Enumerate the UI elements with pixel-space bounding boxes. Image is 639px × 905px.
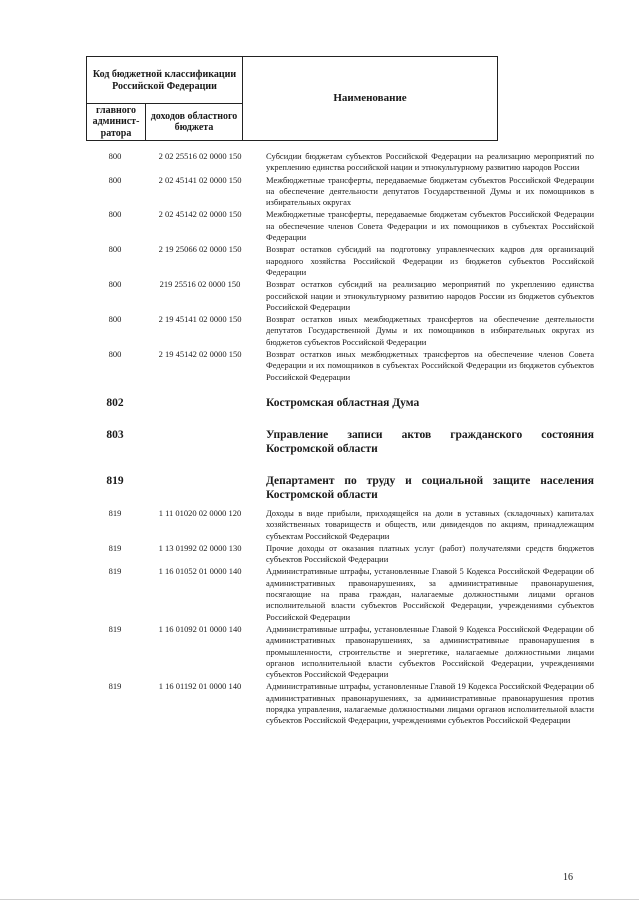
name-cell: Межбюджетные трансферты, передаваемые бюджетам субъектов Российской Федерации на обеспечение деятельности депутатов Государственной Думы и их помощников в избирательных округах <box>266 174 594 208</box>
income-header-label: доходов областного бюджета <box>150 110 238 133</box>
table-row <box>0 508 639 543</box>
table-header <box>86 56 498 141</box>
admin-cell: 800 <box>108 349 122 360</box>
kbk-header-label: Код бюджетной классификации Российской Федерации <box>92 69 237 92</box>
page-bottom-divider <box>0 899 639 900</box>
name-cell: Возврат остатков иных межбюджетных трансфертов на обеспечение деятельности депутатов Государственной Думы и их помощников в избирательных округах из бюджетов субъектов Российской Федерации <box>266 314 594 347</box>
admin-cell: 800 <box>108 209 122 220</box>
code-cell: 1 16 01092 01 0000 140 <box>158 623 242 634</box>
name-cell: Административные штрафы, установленные Главой 9 Кодекса Российской Федерации об административных правонарушениях, за административные правонарушения в промышленности, строительстве и энергетике, налагаемые должностными лицами органов исполнительной власти субъектов Российской Федерации, учреждениями субъектов Российской Федерации <box>266 623 594 680</box>
code-cell: 1 16 01192 01 0000 140 <box>158 681 242 692</box>
organization-row <box>0 462 639 508</box>
table-row <box>0 349 639 384</box>
admin-cell: 803 <box>106 428 124 441</box>
name-cell: Возврат остатков иных межбюджетных трансфертов на обеспечение членов Совета Федерации и их помощников в субъектах Российской Федерации из бюджетов субъектов Российской Федерации <box>266 349 594 382</box>
code-cell: 2 19 45142 02 0000 150 <box>158 349 242 360</box>
code-cell: 2 02 45141 02 0000 150 <box>158 174 242 185</box>
table-body <box>0 151 639 728</box>
admin-cell: 800 <box>108 314 122 325</box>
admin-cell: 819 <box>108 681 122 692</box>
code-cell: 1 13 01992 02 0000 130 <box>158 542 242 553</box>
table-row <box>0 151 639 175</box>
code-cell <box>144 428 262 456</box>
name-header-label: Наименование <box>333 91 407 104</box>
name-cell: Доходы в виде прибыли, приходящейся на доли в уставных (складочных) капиталах хозяйственных товариществ и обществ, или дивидендов по акциям, принадлежащим субъектам Российской Федерации <box>266 507 594 541</box>
table-row <box>0 543 639 567</box>
table-row <box>0 314 639 349</box>
table-row <box>0 175 639 210</box>
name-cell: Межбюджетные трансферты, передаваемые бюджетам субъектов Российской Федерации на обеспечение членов Совета Федерации и их помощников в субъектах Российской Федерации <box>266 209 594 243</box>
admin-cell: 802 <box>106 396 124 409</box>
name-header-cell <box>243 57 498 141</box>
code-cell: 2 02 45142 02 0000 150 <box>158 209 242 220</box>
kbk-header-cell <box>87 57 243 104</box>
organization-row <box>0 384 639 416</box>
name-cell: Возврат остатков субсидий на подготовку управленческих кадров для организаций народного хозяйства Российской Федерации из бюджетов субъектов Российской Федерации <box>266 244 594 277</box>
table-row <box>0 681 639 727</box>
admin-cell: 800 <box>108 174 122 185</box>
table-row <box>0 209 639 244</box>
admin-cell: 819 <box>106 474 124 487</box>
admin-cell: 800 <box>108 151 122 161</box>
code-cell: 1 11 01020 02 0000 120 <box>158 507 242 518</box>
name-cell: Административные штрафы, установленные Главой 19 Кодекса Российской Федерации об административных правонарушениях, за административные правонарушения против порядка управления, налагаемые должностными лицами органов исполнительной власти субъектов Российской Федерации, учреждениями субъектов Российской Федерации <box>266 681 594 726</box>
page-number: 16 <box>563 872 573 883</box>
name-cell: Департамент по труду и социальной защите населения Костромской области <box>266 474 594 501</box>
organization-row <box>0 416 639 462</box>
admin-cell: 800 <box>108 279 122 290</box>
name-cell: Управление записи актов гражданского состояния Костромской области <box>266 428 594 455</box>
admin-cell: 819 <box>108 623 122 634</box>
code-cell <box>144 474 262 502</box>
code-cell: 2 02 25516 02 0000 150 <box>158 151 242 161</box>
name-cell: Костромская областная Дума <box>266 396 420 409</box>
code-cell: 1 16 01052 01 0000 140 <box>158 566 242 577</box>
admin-cell: 819 <box>108 542 122 553</box>
admin-cell: 819 <box>108 566 122 577</box>
name-cell: Административные штрафы, установленные Главой 5 Кодекса Российской Федерации об административных правонарушениях, за административные правонарушения, посягающие на права граждан, налагаемые должностными лицами органов исполнительной власти субъектов Российской Федерации, учреждениями субъектов Российской Федерации <box>266 566 594 622</box>
name-cell: Субсидии бюджетам субъектов Российской Федерации на реализацию мероприятий по укреплению единства российской нации и этнокультурному развитию народов России <box>266 151 594 173</box>
table-row <box>0 624 639 681</box>
code-cell: 2 19 45141 02 0000 150 <box>158 314 242 325</box>
admin-header-label: главного админист-ратора <box>92 104 140 139</box>
code-cell: 2 19 25066 02 0000 150 <box>158 244 242 255</box>
code-cell <box>144 396 262 410</box>
income-header-cell <box>146 104 243 141</box>
name-cell: Возврат остатков субсидий на реализацию мероприятий по укреплению единства российской нации и этнокультурному развитию народов России из бюджетов субъектов Российской Федерации <box>266 279 594 312</box>
name-cell: Прочие доходы от оказания платных услуг (работ) получателями средств бюджетов субъектов Российской Федерации <box>266 542 594 565</box>
table-row <box>0 566 639 623</box>
table-row <box>0 279 639 314</box>
admin-header-cell <box>87 104 146 141</box>
admin-cell: 800 <box>108 244 122 255</box>
admin-cell: 819 <box>108 507 122 518</box>
table-row <box>0 244 639 279</box>
code-cell: 219 25516 02 0000 150 <box>159 279 241 290</box>
